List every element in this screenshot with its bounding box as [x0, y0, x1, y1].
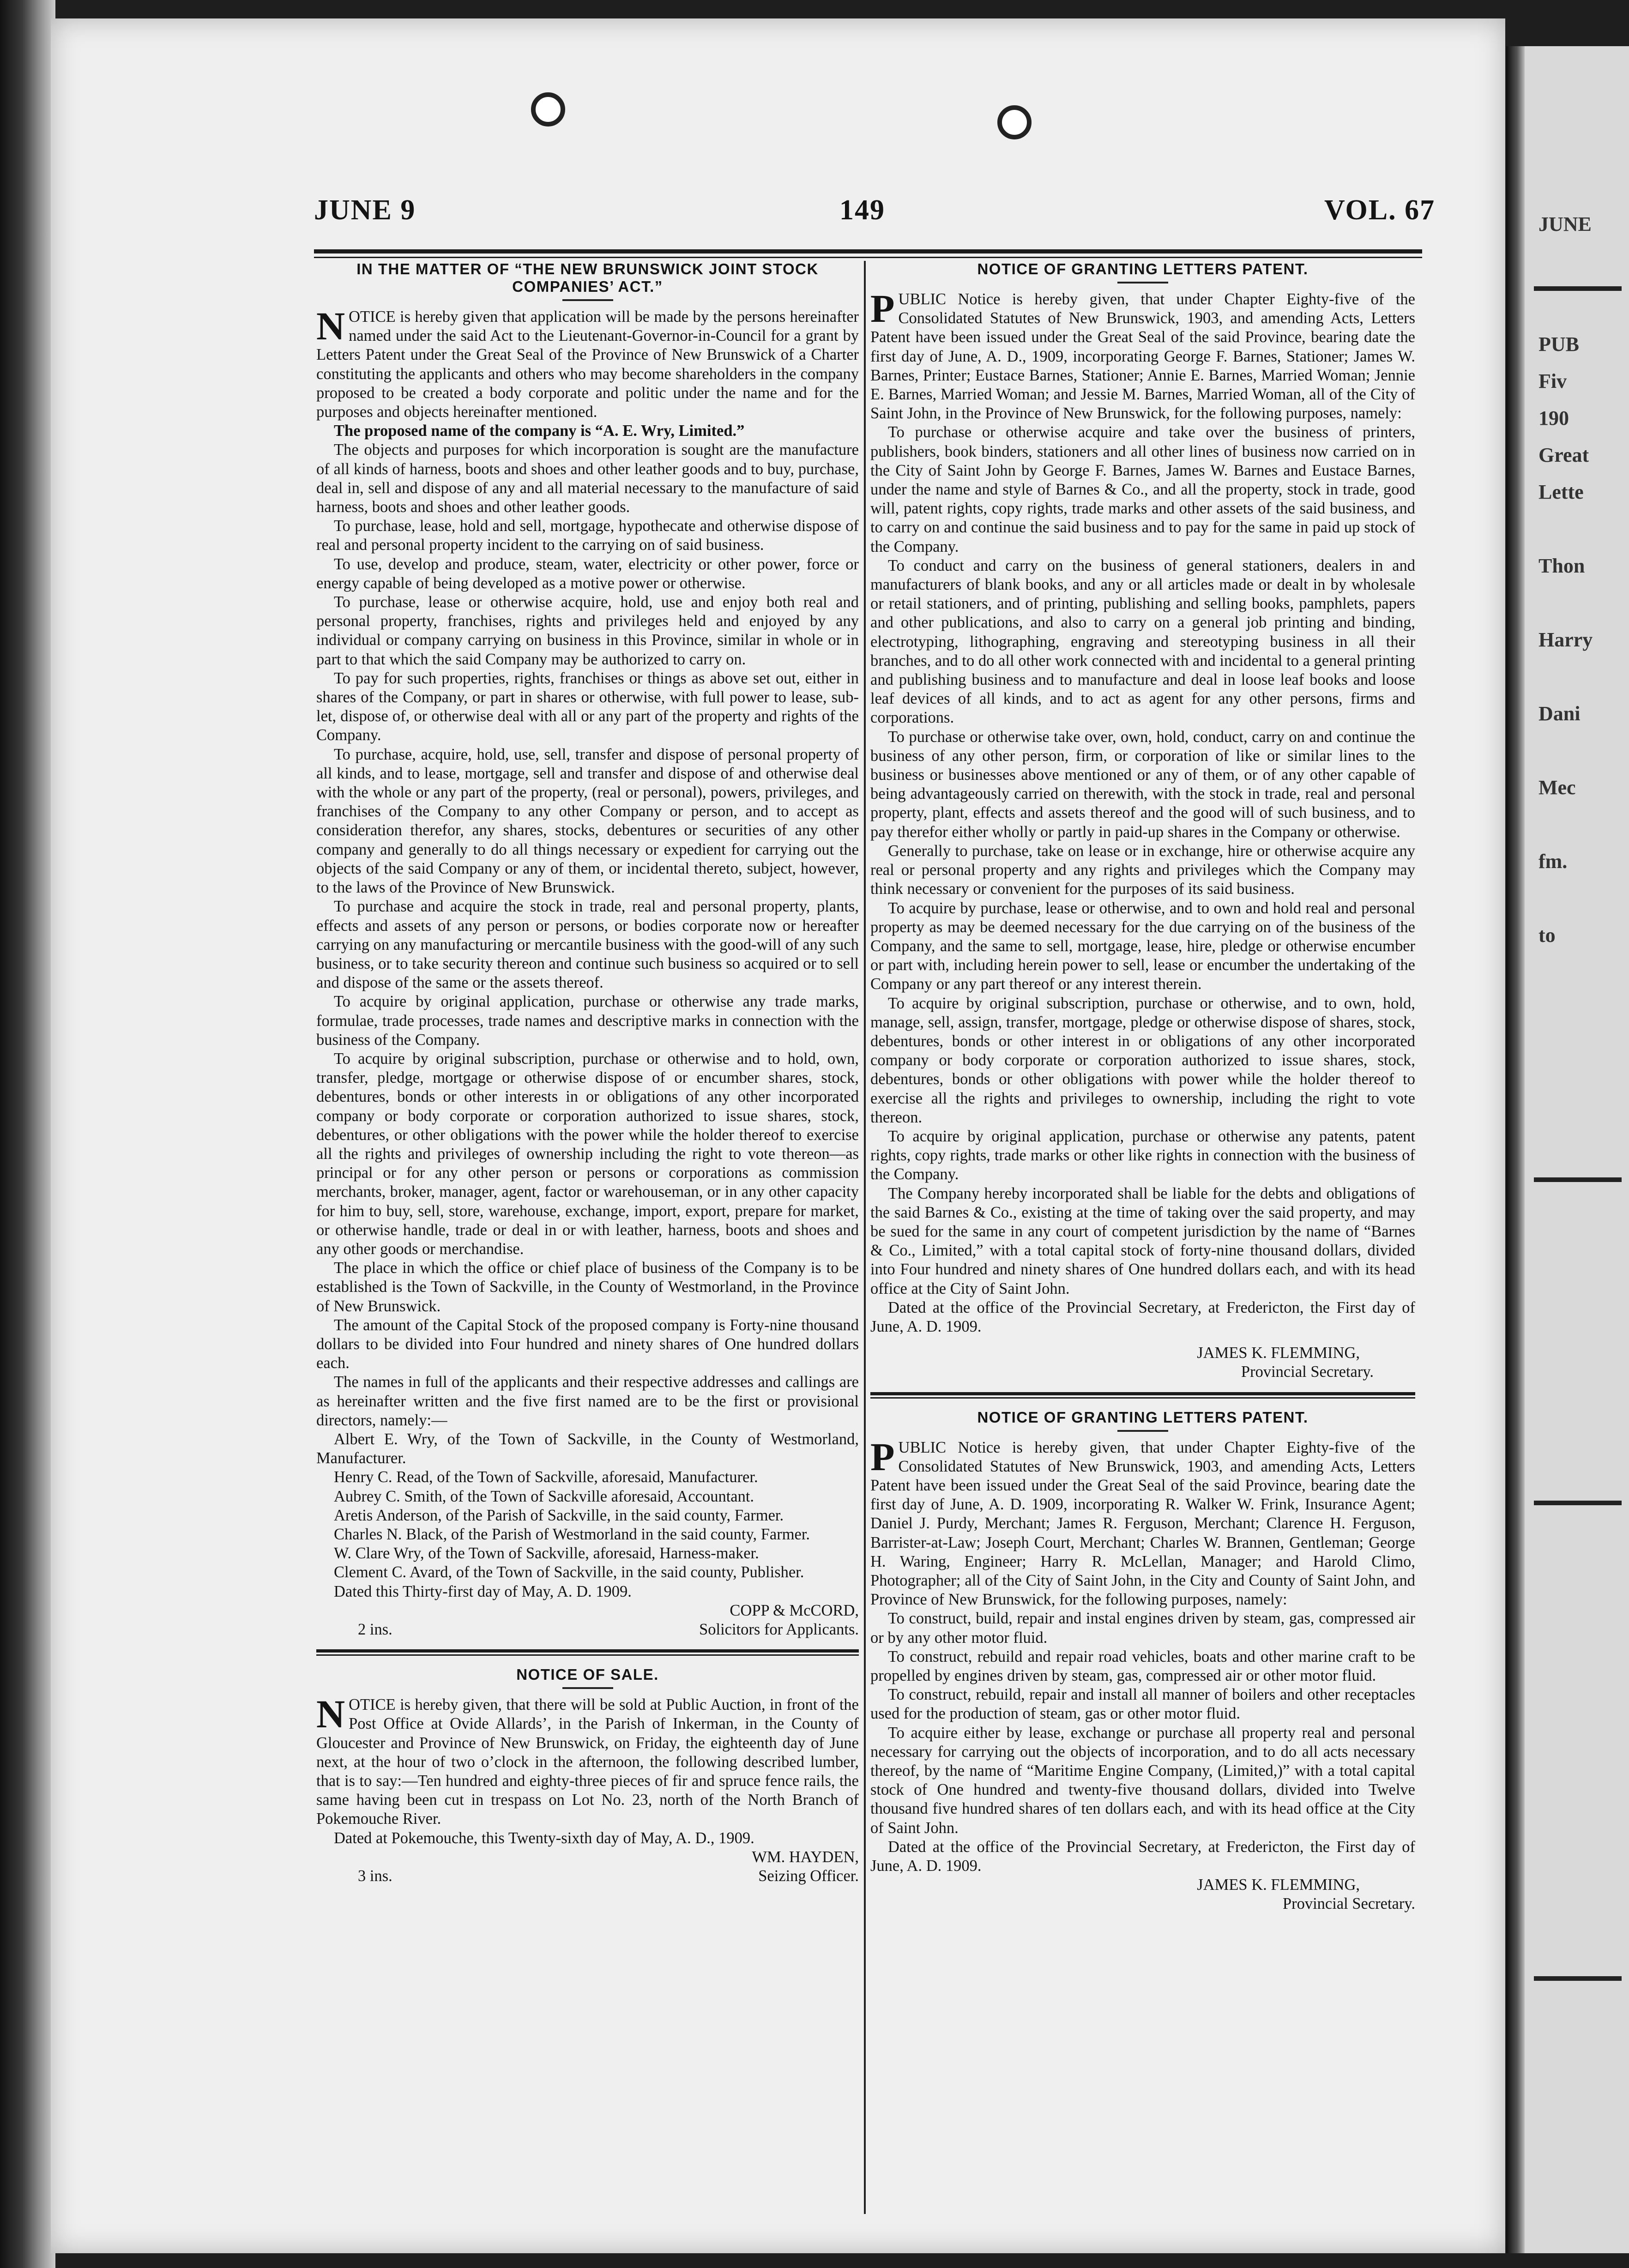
notice-paragraph: To acquire by original subscription, purchase or otherwise, and to own, hold, manage, sell, assign, transfer, mortgage, pledge or otherwise dispose of shares, stock, debentures, bonds or other interest in or obligations of any other incorporated company or body corporate or corporation authorized to issue shares, stock, debentures, bonds or other obligations with power while the holder thereof to exercise all the rights and privileges to ownership, including the right to vote thereon.	[870, 994, 1415, 1126]
notice-paragraph: To purchase and acquire the stock in trade, real and personal property, plants, effects and assets of any person or persons, or bodies corporate now or hereafter carrying on any manufacturing or mercantile business with the good-will of any such business, or to take security thereon and continue such business so acquired or to sell and dispose of the same or the assets thereof.	[316, 898, 859, 992]
notice-paragraph: The objects and purposes for which incorporation is sought are the manufacture of all kinds of harness, boots and shoes and other leather goods and to buy, purchase, deal in, sell and dispose of any and all material necessary to the manufacture of said harness, boots and shoes and other leather goods.	[316, 441, 859, 516]
notice-paragraph: Charles N. Black, of the Parish of Westmorland in the said county, Farmer.	[334, 1526, 810, 1543]
edge-fragment: 190	[1538, 407, 1569, 429]
notice-paragraph: W. Clare Wry, of the Town of Sackville, aforesaid, Harness-maker.	[334, 1544, 759, 1562]
edge-fragment: Mec	[1538, 776, 1576, 799]
edge-fragment: to	[1538, 924, 1556, 947]
left-column	[316, 259, 859, 1886]
issue-date: JUNE 9	[314, 194, 416, 226]
notice-paragraph: To use, develop and produce, steam, water, electricity or other power, force or energy capable of being developed as a motive power or otherwise.	[316, 555, 859, 592]
notice-paragraph: To acquire by purchase, lease or otherwise, and to own and hold real and personal property as may be deemed necessary for the due carrying on of the business of the Company, and the same to sell, mortgage, lease, hire, pledge or otherwise encumber or part with, including herein power to sell, lease or encumber the undertaking of the Company or any part thereof or any interest therein.	[870, 899, 1415, 993]
page-gutter	[1506, 46, 1525, 2253]
edge-rule	[1534, 1976, 1622, 1981]
notice-paragraph: Dated at the office of the Provincial Secretary, at Fredericton, the First day of June, A. D. 1909.	[870, 1298, 1415, 1335]
header-rule-thin	[314, 257, 1422, 258]
notice-paragraph: To purchase, lease, hold and sell, mortgage, hypothecate and otherwise dispose of real and personal property incident to the carrying on of said business.	[316, 517, 859, 554]
edge-fragment: Harry	[1538, 628, 1593, 651]
edge-fragment: Fiv	[1538, 370, 1567, 392]
signature-block	[316, 1867, 859, 1886]
drop-cap: P	[870, 286, 895, 331]
notice-paragraph: To purchase or otherwise acquire and take over the business of printers, publishers, book binders, stationers and all other lines of business now carried on in the City of Saint John by George F. Barnes, James W. Barnes and Eustace Barnes, under the name and style of Barnes & Co., and all the property, stock in trade, good will, patent rights, copy rights, trade marks and other assets of the said business, and to carry on and continue the said business and to pay for the same in paid up stock of the Company.	[870, 423, 1415, 555]
drop-cap: N	[316, 1692, 345, 1737]
section-rule-thin	[870, 1397, 1415, 1399]
edge-fragment: fm.	[1538, 850, 1568, 873]
notice-paragraph: Henry C. Read, of the Town of Sackville, aforesaid, Manufacturer.	[334, 1468, 758, 1486]
drop-cap: P	[870, 1434, 895, 1479]
notice-paragraph: To purchase or otherwise take over, own, hold, conduct, carry on and continue the business of any other person, firm, or corporation of like or similar lines to the business or businesses above mentioned or any of them, or of any other capable of being advantageously carried on therewith, with the stock in trade, real and personal property, plant, effects and assets thereof and the good will of such business, and to pay therefor either wholly or partly in paid-up shares in the Company or otherwise.	[870, 728, 1415, 841]
notice-paragraph: To construct, rebuild, repair and install all manner of boilers and other receptacles used for the production of steam, gas or other motor fluid.	[870, 1686, 1415, 1723]
page-number: 149	[839, 194, 885, 226]
notice-paragraph: To conduct and carry on the business of general stationers, dealers in and manufacturers of blank books, and any or all articles made or dealt in by wholesale or retail stationers, and of printing, publishing and selling books, pamphlets, papers and other publications, and also to carry on a general job printing and binding, electrotyping, lithographing, engraving and stereotyping business in all their branches, and to do all other work connected with and incidental to a general printing and publishing business and to manufacture and deal in loose leaf books and loose leaf devices of all kinds, and to act as agent for any other persons, firms and corporations.	[870, 556, 1415, 727]
insertion-count: 3 ins.	[358, 1867, 392, 1885]
signature-title: Provincial Secretary.	[1241, 1363, 1374, 1381]
notice-paragraph: To acquire by original application, purchase or otherwise any patents, patent rights, copy rights, trade marks or other like rights in connection with the business of the Company.	[870, 1127, 1415, 1183]
edge-fragment: Thon	[1538, 555, 1585, 577]
notice-paragraph: Clement C. Avard, of the Town of Sackville, in the said county, Publisher.	[334, 1563, 804, 1581]
notice-title: NOTICE OF GRANTING LETTERS PATENT.	[977, 1408, 1309, 1426]
edge-fragment: Dani	[1538, 702, 1581, 725]
notice-paragraph: Generally to purchase, take on lease or in exchange, hire or otherwise acquire any real or personal property and any rights and privileges which the Company may think necessary or convenient for the purposes of its said business.	[870, 842, 1415, 898]
notice-body	[316, 1692, 859, 1848]
edge-rule	[1534, 1501, 1622, 1505]
notice-paragraph: The amount of the Capital Stock of the proposed company is Forty-nine thousand dollars to be divided into Four hundred and ninety shares of One hundred dollars each.	[316, 1316, 859, 1372]
signature-name: JAMES K. FLEMMING,	[1197, 1876, 1360, 1894]
notice-title: NOTICE OF GRANTING LETTERS PATENT.	[977, 260, 1309, 277]
notice-paragraph: The proposed name of the company is “A. E. Wry, Limited.”	[334, 422, 745, 440]
signature-title: Seizing Officer.	[758, 1867, 859, 1885]
notice-body	[870, 1434, 1415, 1876]
notice-paragraph: Aubrey C. Smith, of the Town of Sackville aforesaid, Accountant.	[334, 1487, 754, 1505]
notice-paragraph: To construct, build, repair and instal engines driven by steam, gas, compressed air or by any other motor fluid.	[870, 1610, 1415, 1647]
signature-block	[316, 1620, 859, 1639]
edge-rule	[1534, 1177, 1622, 1182]
edge-rule	[1534, 286, 1622, 291]
book-binding-edge	[0, 0, 55, 2268]
notice-paragraph: Albert E. Wry, of the Town of Sackville, in the County of Westmorland, Manufacturer.	[316, 1430, 859, 1467]
notice-title: NOTICE OF SALE.	[516, 1666, 659, 1683]
notice-paragraph: The names in full of the applicants and their respective addresses and callings are as hereinafter written and the five first named are to be the first or provisional directors, namely:—	[316, 1373, 859, 1429]
edge-fragment: Lette	[1538, 481, 1584, 503]
notice-paragraph: Dated at the office of the Provincial Secretary, at Fredericton, the First day of June, A. D. 1909.	[870, 1838, 1415, 1875]
signature-name: COPP & McCORD,	[730, 1601, 859, 1619]
notice-paragraph: To purchase, acquire, hold, use, sell, transfer and dispose of personal property of all kinds, and to lease, mortgage, sell and transfer and dispose of and otherwise deal with the whole or any part of the property, (real or personal), powers, privileges, and franchises of the Company to any other Company or person, and to accept as consideration therefor, any shares, stocks, debentures or securities of any other company and generally to do all things necessary or expedient for carrying out the objects of the said Company or any of them, or incidental thereto, subject, however, to the laws of the Province of New Brunswick.	[316, 745, 859, 897]
title-rule	[562, 1687, 613, 1689]
edge-fragment: PUB	[1538, 333, 1579, 356]
notice-paragraph: Dated this Thirty-first day of May, A. D. 1909.	[334, 1582, 632, 1600]
title-rule	[1117, 1430, 1168, 1432]
edge-fragment: Great	[1538, 444, 1589, 466]
notice-body	[316, 304, 859, 1601]
header-rule	[314, 249, 1422, 253]
notice-paragraph: To acquire by original application, purchase or otherwise any trade marks, formulae, trade processes, trade names and descriptive marks in connection with the business of the Company.	[316, 993, 859, 1049]
binding-hole	[531, 92, 565, 127]
notice-paragraph: PUBLIC Notice is hereby given, that under Chapter Eighty-five of the Consolidated Statutes of New Brunswick, 1903, and amending Acts, Letters Patent have been issued under the Great Seal of the said Province, bearing date the first day of June, A. D., 1909, incorporating George F. Barnes, Stationer; James W. Barnes, Printer; Eustace Barnes, Stationer; Annie E. Barnes, Married Woman; Jennie E. Barnes, Married Woman; and Jessie M. Barnes, Married Woman, all of the City of Saint John, in the Province of New Brunswick, for the following purposes, namely:	[870, 286, 1415, 422]
edge-fragment: JUNE	[1538, 213, 1592, 235]
title-rule	[1117, 282, 1168, 284]
volume-number: VOL. 67	[1324, 194, 1436, 226]
section-rule	[316, 1649, 859, 1653]
drop-cap: N	[316, 304, 345, 348]
notice-paragraph: To pay for such properties, rights, franchises or things as above set out, either in shares of the Company, or part in shares or otherwise, with full power to lease, sub-let, dispose of, or otherwise deal with all or any part of the property and rights of the Company.	[316, 669, 859, 744]
notice-title: IN THE MATTER OF “THE NEW BRUNSWICK JOINT STOCK COMPANIES’ ACT.”	[356, 260, 819, 295]
signature-name: JAMES K. FLEMMING,	[1197, 1344, 1360, 1362]
section-rule-thin	[316, 1654, 859, 1656]
notice-paragraph: To purchase, lease or otherwise acquire, hold, use and enjoy both real and personal property, franchises, rights and privileges held and enjoyed by any individual or company carrying on business in this Province, similar in whole or in part to that which the said Company may be authorized to carry on.	[316, 593, 859, 668]
notice-paragraph: Dated at Pokemouche, this Twenty-sixth day of May, A. D., 1909.	[334, 1829, 754, 1847]
signature-title: Provincial Secretary.	[1282, 1895, 1415, 1913]
notice-paragraph: PUBLIC Notice is hereby given, that under Chapter Eighty-five of the Consolidated Statutes of New Brunswick, 1903, and amending Acts, Letters Patent have been issued under the Great Seal of the said Province, bearing date the first day of June, A. D. 1909, incorporating R. Walker W. Frink, Insurance Agent; Daniel J. Purdy, Merchant; James R. Ferguson, Merchant; Clarence H. Ferguson, Barrister-at-Law; Joseph Court, Merchant; Charles W. Brannen, Gentleman; George H. Waring, Engineer; Harry R. McLellan, Manager; and Harold Climo, Photographer; all of the City of Saint John, in the City and County of Saint John, and Province of New Brunswick, for the following purposes, namely:	[870, 1434, 1415, 1609]
signature-title: Solicitors for Applicants.	[699, 1621, 859, 1639]
notice-paragraph: The place in which the office or chief place of business of the Company is to be established is the Town of Sackville, in the County of Westmorland, in the Province of New Brunswick.	[316, 1259, 859, 1315]
notice-paragraph: Aretis Anderson, of the Parish of Sackville, in the said county, Farmer.	[334, 1506, 784, 1524]
insertion-count: 2 ins.	[358, 1621, 392, 1639]
notice-paragraph: The Company hereby incorporated shall be liable for the debts and obligations of the said Barnes & Co., existing at the time of taking over the said property, and may be sued for the same in any court of competent jurisdiction by the name of “Barnes & Co., Limited,” with a total capital stock of forty-nine thousand dollars, divided into Four hundred and ninety shares of One hundred dollars each, and with its head office at the City of Saint John.	[870, 1184, 1415, 1297]
adjacent-page-edge	[1506, 46, 1629, 2253]
title-rule	[562, 299, 613, 301]
right-column	[870, 259, 1415, 1914]
notice-paragraph: To acquire by original subscription, purchase or otherwise and to hold, own, transfer, pledge, mortgage or otherwise dispose of or encumber shares, stock, debentures, bonds or other interests in or obligations of any other incorporated company or body corporate or corporation authorized to issue shares, stock, debentures, or other obligations with the power while the holder thereof to exercise all the rights and privileges of ownership including the right to vote thereon—as principal or for any other person or persons or corporations as commission merchants, broker, manager, agent, factor or warehouseman, or in any other capacity for him to buy, sell, store, warehouse, exchange, import, export, prepare for market, or otherwise handle, trade or deal in or with leather, harness, boots and shoes and any other goods or merchandise.	[316, 1050, 859, 1258]
section-rule	[870, 1392, 1415, 1395]
notice-paragraph: To construct, rebuild and repair road vehicles, boats and other marine craft to be propelled by engines driven by steam, gas, compressed air or other motor fluid.	[870, 1647, 1415, 1685]
binding-hole	[997, 105, 1032, 139]
column-divider	[864, 261, 866, 2214]
notice-paragraph: NOTICE is hereby given, that there will be sold at Public Auction, in front of the Post Office at Ovide Allards’, in the Parish of Inkerman, in the County of Gloucester and Province of New Brunswick, on Friday, the eighteenth day of June next, at the hour of two o’clock in the afternoon, the following described lumber, that is to say:—Ten hundred and eighty-three pieces of fir and spruce fence rails, the same having been cut in trespass on Lot No. 23, north of the North Branch of Pokemouche River.	[316, 1692, 859, 1828]
notice-paragraph: To acquire either by lease, exchange or purchase all property real and personal necessary for carrying out the objects of incorporation, and to do all acts necessary thereof, by the name of “Maritime Engine Company, (Limited,)” with a total capital stock of One hundred and twenty-five thousand dollars, divided into Twelve thousand five hundred shares of ten dollars each, and with its head office at the City of Saint John.	[870, 1724, 1415, 1837]
notice-paragraph: NOTICE is hereby given that application will be made by the persons hereinafter named under the said Act to the Lieutenant-Governor-in-Council for a grant by Letters Patent under the Great Seal of the Province of New Brunswick of a Charter constituting the applicants and others who may become shareholders in the company proposed to be created a body corporate and politic under the name and for the purposes and objects hereinafter mentioned.	[316, 304, 859, 421]
notice-body	[870, 286, 1415, 1336]
signature-name: WM. HAYDEN,	[752, 1848, 859, 1866]
